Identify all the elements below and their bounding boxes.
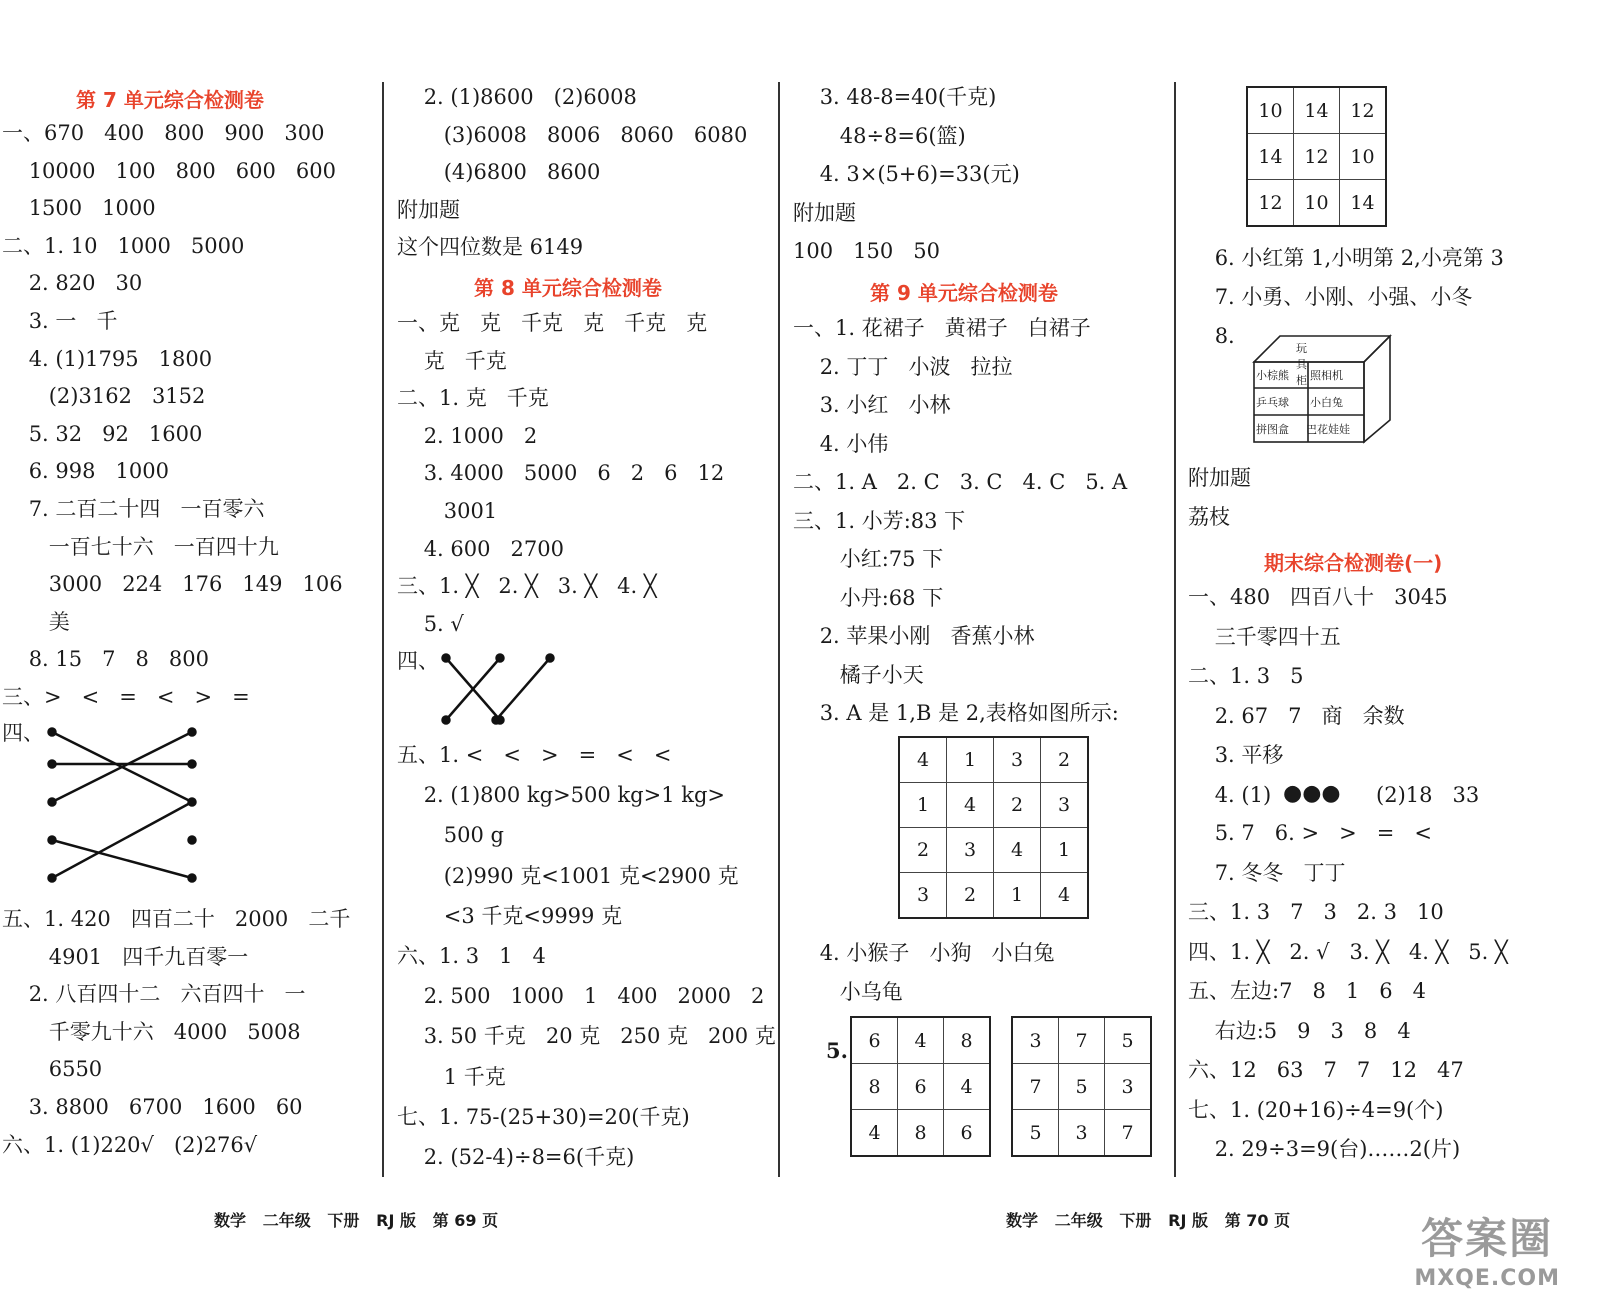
answer-line: 2. 820 30: [2, 271, 143, 296]
toy-cabinet-cell: 照相机: [1310, 369, 1343, 382]
q4-prefix: 4. (1): [1188, 783, 1272, 807]
grid-cell: 10: [1247, 87, 1294, 134]
matching-lines-unit7: [40, 722, 210, 892]
answer-line: 七、1. (20+16)÷4=9(个): [1188, 1097, 1444, 1122]
grid-cell: 1: [994, 873, 1041, 919]
magic-grid-top: [1246, 86, 1387, 227]
grid-cell: 3: [994, 737, 1041, 783]
answer-line: 5. 32 92 1600: [2, 421, 203, 446]
toy-cabinet-title: 玩具柜: [1296, 342, 1307, 387]
answer-line: 3. 一 千: [2, 309, 118, 333]
answer-line: 6. 998 1000: [2, 459, 169, 484]
grid-cell: 7: [1059, 1017, 1105, 1064]
grid-cell: 3: [899, 873, 947, 919]
q5-label: 5.: [826, 1038, 848, 1063]
watermark-logo: [1414, 1206, 1560, 1291]
grid-cell: 2: [1041, 737, 1089, 783]
grid-cell: 12: [1340, 87, 1387, 134]
magic-grid-a: [850, 1016, 991, 1157]
toy-cabinet-cell: 巴花娃娃: [1306, 423, 1350, 436]
answer-line: 3. A 是 1,B 是 2,表格如图所示:: [793, 701, 1119, 725]
answer-line: 六、1. (1)220√ (2)276√: [2, 1132, 258, 1157]
grid-cell: 12: [1247, 180, 1294, 227]
answer-line: 3. 4000 5000 6 2 6 12: [397, 461, 725, 486]
grid-cell: 4: [947, 783, 994, 828]
answer-line: 三千零四十五: [1188, 624, 1341, 649]
answer-line: 3000 224 176 149 106: [2, 572, 343, 597]
answer-line: 一、670 400 800 900 300: [2, 121, 325, 145]
answer-line: 2. 丁丁 小波 拉拉: [793, 354, 1013, 379]
answer-line: 2. 八百四十二 六百四十 一: [2, 982, 306, 1007]
grid-cell: 4: [1041, 873, 1089, 919]
grid-cell: 4: [899, 737, 947, 783]
dots-answer: ●●●: [1283, 781, 1341, 806]
grid-cell: 1: [899, 783, 947, 828]
answer-line: 6. 小红第 1,小明第 2,小亮第 3: [1188, 246, 1504, 270]
column-divider-2: [778, 82, 780, 1177]
answer-line: 四、1. ╳ 2. √ 3. ╳ 4. ╳ 5. ╳: [1188, 939, 1508, 964]
grid-cell: 5: [1012, 1110, 1059, 1157]
grid-cell: 8: [944, 1017, 991, 1064]
answer-line: 一、1. 花裙子 黄裙子 白裙子: [793, 316, 1091, 340]
answer-line: 7. 冬冬 丁丁: [1188, 860, 1346, 885]
grid-cell: 7: [1012, 1064, 1059, 1110]
grid-cell: 3: [1041, 783, 1089, 828]
answer-line: 4. 小伟: [793, 431, 889, 456]
answer-line: 2. (52-4)÷8=6(千克): [397, 1145, 635, 1169]
grid-cell: 4: [944, 1064, 991, 1110]
answer-line: 小红:75 下: [793, 547, 944, 571]
grid-cell: 4: [851, 1110, 898, 1157]
grid-cell: 6: [944, 1110, 991, 1157]
answer-line: 5. 7 6. > > = <: [1188, 821, 1432, 845]
grid-cell: 3: [1105, 1064, 1152, 1110]
footer-page-69: 数学 二年级 下册 RJ 版 第 69 页: [214, 1211, 499, 1230]
final-exam-title: 期末综合检测卷(一): [1264, 551, 1443, 575]
toy-cabinet-cell: 拼图盒: [1256, 423, 1289, 436]
grid-cell: 6: [898, 1064, 944, 1110]
answer-line: 美: [2, 609, 70, 634]
toy-cabinet-cell: 小棕熊: [1256, 369, 1289, 382]
answer-line: 五、1. < < > = < <: [397, 743, 672, 767]
grid-cell: 5: [1059, 1064, 1105, 1110]
grid-cell: 4: [898, 1017, 944, 1064]
grid-cell: 3: [1012, 1017, 1059, 1064]
grid-cell: 3: [947, 828, 994, 873]
answer-line: 3. 平移: [1188, 743, 1284, 767]
matching-lines-unit8: [440, 652, 560, 728]
grid-cell: 14: [1340, 180, 1387, 227]
answer-line: 右边:5 9 3 8 4: [1188, 1018, 1411, 1043]
answer-line: 6550: [2, 1057, 103, 1082]
answer-line: 7. 二百二十四 一百零六: [2, 497, 265, 521]
answer-line: 二、1. A 2. C 3. C 4. C 5. A: [793, 470, 1128, 494]
answer-line: 附加题: [1188, 466, 1251, 490]
answer-line: 2. 29÷3=9(台)……2(片): [1188, 1137, 1461, 1161]
answer-line: 1 千克: [397, 1064, 506, 1089]
answer-line: 3. 小红 小林: [793, 393, 951, 417]
answer-line: 4. 3×(5+6)=33(元): [793, 162, 1020, 186]
grid-cell: 3: [1059, 1110, 1105, 1157]
answer-line: 六、12 63 7 7 12 47: [1188, 1058, 1464, 1082]
answer-line: 三、> < = < > =: [2, 685, 250, 709]
answer-line: 一、克 克 千克 克 千克 克: [397, 311, 708, 335]
answer-line: 3. 48-8=40(千克): [793, 85, 997, 109]
grid-cell: 2: [994, 783, 1041, 828]
answer-line: 克 千克: [397, 348, 507, 373]
answer-line: 2. (1)800 kg>500 kg>1 kg>: [397, 783, 726, 808]
unit7-title: 第 7 单元综合检测卷: [76, 88, 264, 112]
answer-line: (3)6008 8006 8060 6080: [397, 122, 748, 147]
answer-line: 附加题: [793, 200, 856, 225]
answer-line: 二、1. 克 千克: [397, 386, 549, 411]
toy-cabinet-cell: 小白兔: [1310, 396, 1343, 409]
answer-line: 4. 小猴子 小狗 小白兔: [793, 941, 1055, 965]
grid-cell: 10: [1340, 134, 1387, 180]
answer-line: 橘子小天: [793, 662, 924, 687]
answer-line: (4)6800 8600: [397, 160, 601, 185]
toy-cabinet-cell: 乒乓球: [1256, 396, 1289, 409]
answer-line: 10000 100 800 600 600: [2, 158, 336, 183]
column-divider-1: [382, 82, 384, 1177]
watermark-url: MXQE.COM: [1414, 1266, 1560, 1291]
grid-cell: 2: [899, 828, 947, 873]
answer-line: 五、1. 420 四百二十 2000 二千: [2, 907, 351, 931]
answer-line: 100 150 50: [793, 239, 940, 263]
grid-cell: 14: [1294, 87, 1340, 134]
answer-line: 2. (1)8600 (2)6008: [397, 85, 637, 109]
q4-suffix: (2)18 33: [1356, 783, 1480, 807]
answer-line: 2. 500 1000 1 400 2000 2: [397, 984, 765, 1009]
answer-line: 三、1. 3 7 3 2. 3 10: [1188, 900, 1444, 924]
answer-line: 一百七十六 一百四十九: [2, 534, 279, 559]
grid-cell: 1: [1041, 828, 1089, 873]
answer-line: 荔枝: [1188, 505, 1230, 529]
answer-line: 48÷8=6(篮): [793, 123, 966, 148]
answer-line: 三、1. ╳ 2. ╳ 3. ╳ 4. ╳: [397, 574, 657, 599]
grid-cell: 4: [994, 828, 1041, 873]
grid-cell: 1: [947, 737, 994, 783]
unit8-title: 第 8 单元综合检测卷: [474, 276, 662, 300]
answer-line: 3. 50 千克 20 克 250 克 200 克: [397, 1024, 776, 1049]
footer-page-70: 数学 二年级 下册 RJ 版 第 70 页: [1006, 1211, 1291, 1230]
answer-line: 4. 600 2700: [397, 536, 564, 561]
col1-section-si: 四、: [2, 721, 44, 745]
answer-line: 2. 1000 2: [397, 423, 538, 448]
answer-line: 3001: [397, 499, 498, 523]
answer-line: 千零九十六 4000 5008: [2, 1019, 301, 1044]
grid-cell: 7: [1105, 1110, 1152, 1157]
answer-line: 二、1. 10 1000 5000: [2, 233, 245, 258]
unit9-title: 第 9 单元综合检测卷: [870, 281, 1058, 305]
grid-cell: 10: [1294, 180, 1340, 227]
grid-cell: 2: [947, 873, 994, 919]
answer-line: 4. (1)1795 1800: [2, 346, 213, 371]
answer-line: 小丹:68 下: [793, 585, 944, 610]
answer-line: 8. 15 7 8 800: [2, 647, 210, 672]
grid-cell: 8: [851, 1064, 898, 1110]
grid-cell: 14: [1247, 134, 1294, 180]
answer-line: 附加题: [397, 197, 460, 222]
answer-line: 2. 67 7 商 余数: [1188, 703, 1405, 728]
answer-line: 3. 8800 6700 1600 60: [2, 1095, 303, 1119]
answer-line: (2)3162 3152: [2, 384, 206, 409]
watermark-text: 答案圈: [1421, 1214, 1554, 1263]
answer-line: 500 g: [397, 823, 504, 848]
grid-cell: 6: [851, 1017, 898, 1064]
answer-line: 1500 1000: [2, 196, 156, 221]
grid-cell: 8: [898, 1110, 944, 1157]
answer-line: <3 千克<9999 克: [397, 903, 623, 928]
latin-square-4x4: [898, 736, 1089, 919]
answer-line: 一、480 四百八十 3045: [1188, 585, 1448, 609]
col2-section-si: 四、: [397, 649, 439, 673]
column-divider-3: [1174, 82, 1176, 1177]
answer-line: 7. 小勇、小刚、小强、小冬: [1188, 285, 1473, 309]
answer-line: 5. √: [397, 611, 464, 636]
answer-line: 8.: [1188, 324, 1235, 348]
answer-line: 五、左边:7 8 1 6 4: [1188, 979, 1426, 1003]
answer-line: 4901 四千九百零一: [2, 944, 249, 969]
answer-line: (2)990 克<1001 克<2900 克: [397, 863, 739, 888]
answer-line: 三、1. 小芳:83 下: [793, 508, 966, 533]
answer-line: 六、1. 3 1 4: [397, 944, 546, 968]
answer-line: 这个四位数是 6149: [397, 235, 584, 260]
answer-line: 2. 苹果小刚 香蕉小林: [793, 624, 1035, 648]
answer-line: 小乌龟: [793, 979, 903, 1004]
answer-line: 二、1. 3 5: [1188, 664, 1304, 688]
magic-grid-b: [1011, 1016, 1152, 1157]
grid-cell: 5: [1105, 1017, 1152, 1064]
grid-cell: 12: [1294, 134, 1340, 180]
answer-line: 七、1. 75-(25+30)=20(千克): [397, 1104, 690, 1129]
